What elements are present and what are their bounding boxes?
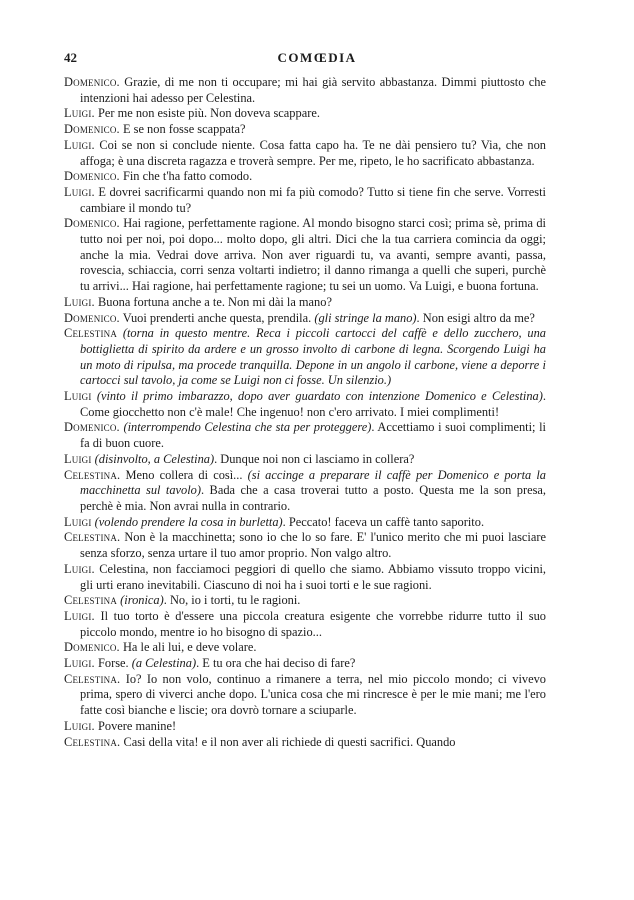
dialogue-line: [64, 326, 546, 389]
page-number: 42: [64, 50, 77, 65]
speaker-name: Luigi.: [64, 294, 95, 309]
dialogue-line: [64, 389, 546, 420]
dialogue-line: [64, 295, 546, 311]
speaker-name: Luigi.: [64, 718, 95, 733]
speaker-name: Domenico.: [64, 216, 120, 231]
speaker-name: Luigi: [64, 389, 92, 404]
running-header: [64, 50, 570, 68]
speech-text: Celestina, non facciamoci peggiori di quello che siamo. Abbiamo vissuto troppo vicini, gli urti erano inevitabili. Ciascuno di noi ha i suoi torti e le sue ragioni.: [80, 561, 546, 592]
dialogue-line: [64, 515, 546, 531]
speech-text: Buona fortuna anche a te. Non mi dài la mano?: [97, 294, 332, 309]
speaker-name: Luigi.: [64, 561, 95, 576]
stage-direction: (gli stringe la mano): [314, 310, 417, 325]
speech-text: . Non esigi altro da me?: [416, 310, 535, 325]
stage-direction: (interrompendo Celestina che sta per proteggere): [123, 420, 372, 435]
speech-text: . No, io i torti, tu le ragioni.: [163, 593, 301, 608]
speaker-name: Luigi: [64, 451, 92, 466]
speaker-name: Celestina.: [64, 530, 121, 545]
dialogue-line: [64, 593, 546, 609]
speaker-name: Luigi.: [64, 184, 95, 199]
speech-text: . Bada che a casa troverai tutto a posto. Questa me la son presa, perchè è mia. Non avrai nulla in contrario.: [80, 483, 546, 513]
dialogue-line: [64, 609, 546, 640]
stage-direction: (disinvolto, a Celestina): [94, 451, 215, 466]
speech-text: . Peccato! faceva un caffè tanto saporito.: [282, 514, 485, 529]
dialogue-line: [64, 672, 546, 719]
stage-direction: (torna in questo mentre. Reca i piccoli cartocci del caffè e dello zucchero, una bottiglietta di spirito da ardere e un grosso involto di carbone di legna. Scorgendo Luigi ha un moto di ripulsa, ma procede tranquilla. Depone in un angolo il carbone, viene a deporre i cartocci sul tavolo, ja come se Luigi non ci fosse. Un silenzio.): [80, 326, 546, 388]
stage-direction: (volendo prendere la cosa in burletta): [94, 514, 283, 529]
stage-direction: (ironica): [120, 593, 164, 608]
speech-text: Grazie, di me non ti occupare; mi hai già servito abbastanza. Dimmi piuttosto che intenzioni hai adesso per Celestina.: [80, 75, 546, 105]
speech-text: Hai ragione, perfettamente ragione. Al mondo bisogno starci così; prima sè, prima di tutto noi per noi, poi dopo... molto dopo, gli altri. Dici che la tua carriera comincia da oggi; anche la mia. Vedrai dove arriva. Non aver riguardi tu, va avanti, sempre avanti, passa, rovescia, schiaccia, corri senza voltarti indietro; il danno rimanga a quelli che superi, purchè tu arrivi... Hai ragione, hai perfettamente ragione; tu sei un uomo. Va Luigi, e buona fortuna.: [80, 216, 546, 294]
dialogue-line: [64, 311, 546, 327]
speech-text: Forse.: [97, 656, 132, 671]
speaker-name: Celestina: [64, 593, 118, 608]
speech-text: . Accettiamo i suoi complimenti; li fa di buon cuore.: [80, 420, 546, 451]
dialogue-line: [64, 640, 546, 656]
speech-text: . Come giocchetto non c'è male! Che ingenuo! non c'ero arrivato. I miei complimenti!: [80, 389, 546, 419]
speaker-name: Domenico.: [64, 169, 120, 184]
dialogue-line: [64, 169, 546, 185]
dialogue-line: [64, 530, 546, 561]
speaker-name: Domenico.: [64, 122, 120, 137]
speaker-name: Luigi.: [64, 608, 95, 623]
dialogue-line: [64, 216, 546, 295]
speech-text: . E tu ora che hai deciso di fare?: [196, 656, 356, 671]
speech-text: Non è la macchinetta; sono io che lo so fare. E' l'unico merito che mi puoi lasciare senza sforzo, senza urtare il tuo amor proprio. Non valgo altro.: [80, 530, 546, 561]
stage-direction: (si accinge a preparare il caffè per Domenico e porta la macchinetta sul tavolo): [80, 467, 546, 498]
dialogue-line: [64, 468, 546, 515]
speech-text: E dovrei sacrificarmi quando non mi fa più comodo? Tutto si tiene fin che serve. Vorresti cambiare il mondo tu?: [80, 184, 546, 215]
speaker-name: Domenico.: [64, 75, 120, 89]
running-title: COMŒDIA: [277, 50, 357, 65]
speech-text: Io? Io non volo, continuo a rimanere a terra, nel mio piccolo mondo; ci vivevo prima, spero di viverci anche dopo. L'unica cosa che mi rincresce è per le mie mani; me l'ero fatte così bianche e liscie; ora dovrò tornare a sciuparle.: [80, 671, 547, 718]
speaker-name: Domenico.: [64, 420, 120, 435]
speaker-name: Celestina.: [64, 467, 121, 482]
stage-direction: (a Celestina): [131, 656, 197, 671]
speech-text: Meno collera di così...: [125, 467, 248, 482]
speech-text: Coi se non si conclude niente. Cosa fatta capo ha. Te ne dài pensiero tu? Via, che non affoga; è una discreta ragazza e troverà sempre. Per me, ripeto, le ho sacrificato abbastanza.: [80, 137, 546, 168]
play-dialogue: [64, 75, 546, 750]
speaker-name: Celestina: [64, 326, 118, 341]
speaker-name: Luigi.: [64, 656, 95, 671]
dialogue-line: [64, 735, 546, 751]
stage-direction: (vinto il primo imbarazzo, dopo aver guardato con intenzione Domenico e Celestina): [96, 389, 543, 404]
dialogue-line: [64, 420, 546, 451]
dialogue-line: [64, 75, 546, 106]
speech-text: Povere manine!: [97, 718, 177, 733]
speaker-name: Domenico.: [64, 640, 120, 655]
speaker-name: Domenico.: [64, 310, 120, 325]
speech-text: Fin che t'ha fatto comodo.: [122, 169, 253, 184]
speech-text: . Dunque noi non ci lasciamo in collera?: [214, 451, 415, 466]
dialogue-line: [64, 562, 546, 593]
speech-text: Ha le ali lui, e deve volare.: [122, 640, 257, 655]
dialogue-line: [64, 106, 546, 122]
speaker-name: Luigi.: [64, 106, 95, 121]
dialogue-line: [64, 452, 546, 468]
speech-text: Il tuo torto è d'essere una piccola creatura esigente che vorrebbe ridurre tutto il suo piccolo mondo, mentre io ho bisogno di spazio...: [80, 608, 546, 639]
speech-text: Casi della vita! e il non aver ali richiede di questi sacrifici. Quando: [123, 734, 456, 749]
speech-text: E se non fosse scappata?: [122, 122, 246, 137]
speech-text: Vuoi prenderti anche questa, prendila.: [122, 310, 315, 325]
speaker-name: Luigi: [64, 514, 92, 529]
dialogue-line: [64, 185, 546, 216]
dialogue-line: [64, 122, 546, 138]
speaker-name: Luigi.: [64, 137, 95, 152]
speech-text: Per me non esiste più. Non doveva scappare.: [97, 106, 320, 121]
dialogue-line: [64, 138, 546, 169]
dialogue-line: [64, 656, 546, 672]
speaker-name: Celestina.: [64, 734, 121, 749]
speaker-name: Celestina.: [64, 671, 121, 686]
dialogue-line: [64, 719, 546, 735]
